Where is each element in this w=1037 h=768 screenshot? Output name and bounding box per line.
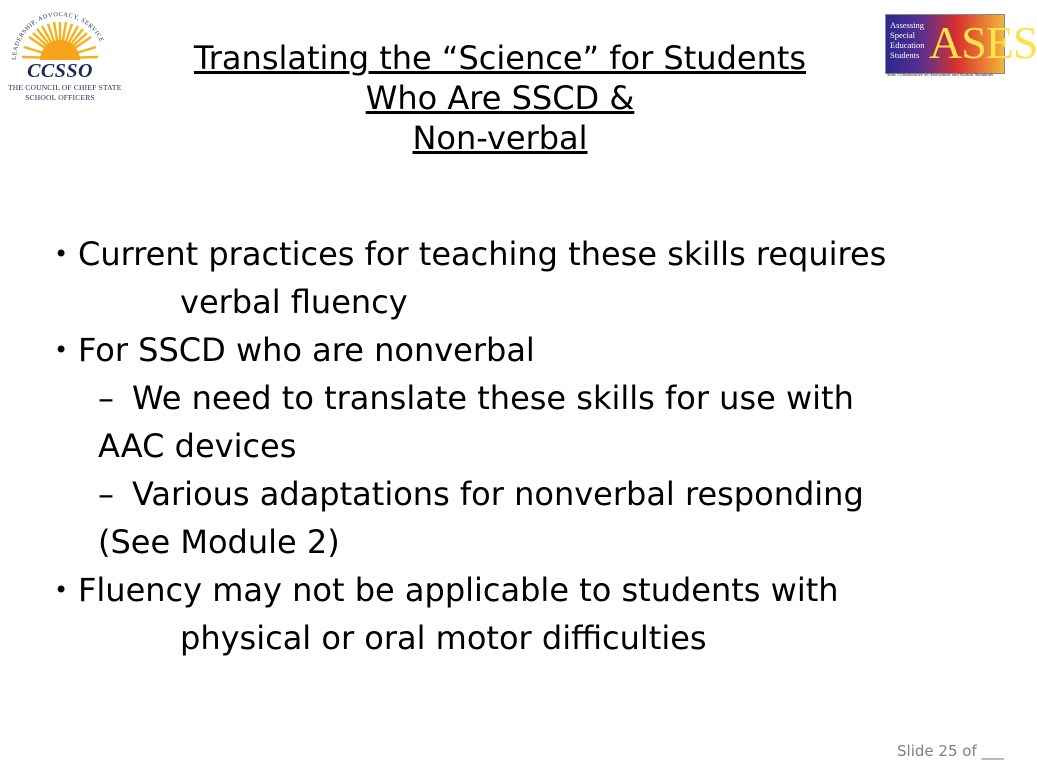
title-line-3: Non-verbal <box>412 119 588 157</box>
title-line-1: Translating the “Science” for Students <box>193 39 807 77</box>
sub-bullet-text-continued: AAC devices <box>98 427 297 465</box>
bullet-text-continued: verbal fluency <box>180 283 408 321</box>
sub-bullet-marker: – <box>98 475 114 513</box>
ases-small-line: Students <box>890 50 920 60</box>
sub-bullet-item <box>54 470 994 566</box>
bullet-item <box>54 230 994 326</box>
ccsso-arc-text: LEADERSHIP, ADVOCACY, SERVICE <box>10 10 105 61</box>
bullet-text-continued: physical or oral motor difficulties <box>180 619 707 657</box>
ccsso-abbreviation: CCSSO <box>27 60 93 82</box>
bullet-item <box>54 566 994 662</box>
ases-small-line: Special <box>890 30 916 40</box>
bullet-text: Fluency may not be applicable to students with <box>78 571 839 609</box>
ases-caption: State Collaborative on Assessment and Student Standards <box>887 72 994 77</box>
sub-bullet-item <box>54 374 994 470</box>
bullet-text: For SSCD who are nonverbal <box>78 331 535 369</box>
bullet-marker: • <box>54 240 69 268</box>
sub-bullet-text: We need to translate these skills for use with <box>132 379 854 417</box>
sub-bullet-text: Various adaptations for nonverbal responding <box>132 475 864 513</box>
bullet-item <box>54 326 994 374</box>
slide-number: Slide 25 of ___ <box>897 742 1004 760</box>
bullet-marker: • <box>54 576 69 604</box>
ases-small-line: Assessing <box>890 20 925 30</box>
sub-bullet-marker: – <box>98 379 114 417</box>
ccsso-name-line2: SCHOOL OFFICERS <box>25 93 95 102</box>
ases-small-line: Education <box>890 40 925 50</box>
sub-bullet-text-continued: (See Module 2) <box>98 523 340 561</box>
ccsso-name-line1: THE COUNCIL OF CHIEF STATE <box>8 83 122 92</box>
ases-logo-box <box>885 14 1037 74</box>
ccsso-logo <box>8 8 122 104</box>
ccsso-sunburst-icon <box>8 8 112 68</box>
ases-small-text <box>890 20 930 60</box>
ases-abbreviation: ASES <box>929 17 1037 68</box>
bullet-list <box>54 230 994 662</box>
slide-title <box>150 38 850 158</box>
bullet-marker: • <box>54 336 69 364</box>
bullet-text: Current practices for teaching these skills requires <box>78 235 887 273</box>
ases-logo <box>885 14 1037 80</box>
title-line-2: Who Are SSCD & <box>365 79 635 117</box>
